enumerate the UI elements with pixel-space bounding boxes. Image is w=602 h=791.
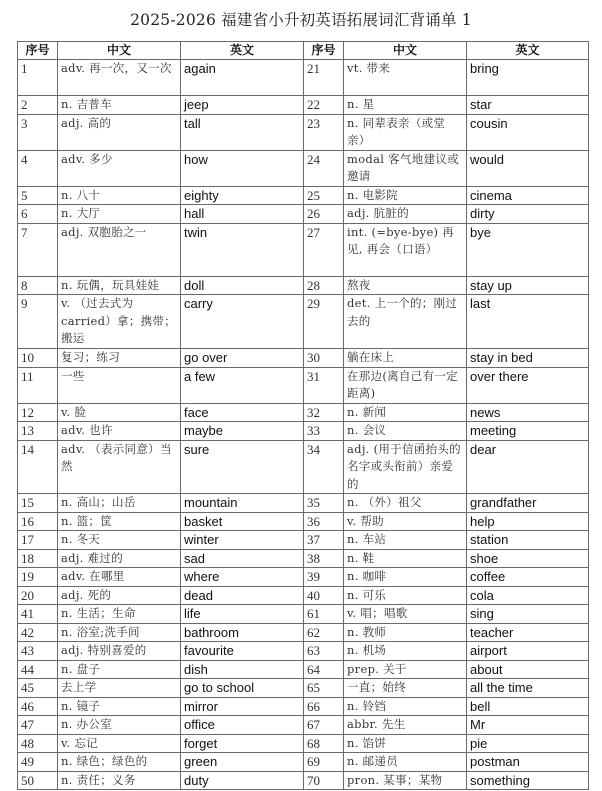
chinese-meaning-cell: n. 办公室 [58,716,181,735]
english-word-cell: jeep [181,96,304,115]
english-word-cell: sing [467,605,589,624]
word-index-cell: 21 [304,60,344,96]
table-row [18,150,589,186]
english-word-cell: green [181,753,304,772]
word-index-cell: 65 [304,679,344,698]
chinese-meaning-cell: 躺在床上 [344,349,467,368]
english-word-cell: carry [181,295,304,349]
english-word-cell: doll [181,276,304,295]
table-row [18,295,589,349]
english-word-cell: sad [181,549,304,568]
chinese-meaning-cell: adj. 双胞胎之一 [58,223,181,276]
chinese-meaning-cell: n. 鞋 [344,549,467,568]
english-word-cell: office [181,716,304,735]
word-index-cell: 45 [18,679,58,698]
table-row [18,205,589,224]
english-word-cell: mirror [181,697,304,716]
chinese-meaning-cell: n. 电影院 [344,186,467,205]
chinese-meaning-cell: 在那边(离自己有一定距离) [344,367,467,403]
word-index-cell: 25 [304,186,344,205]
english-word-cell: meeting [467,422,589,441]
word-index-cell: 66 [304,697,344,716]
chinese-meaning-cell: adj. 死的 [58,586,181,605]
word-index-cell: 27 [304,223,344,276]
english-word-cell: grandfather [467,494,589,513]
word-index-cell: 7 [18,223,58,276]
word-index-cell: 17 [18,531,58,550]
chinese-meaning-cell: n. 星 [344,96,467,115]
word-index-cell: 20 [18,586,58,605]
table-body [18,60,589,790]
english-word-cell: postman [467,753,589,772]
english-word-cell: over there [467,367,589,403]
english-word-cell: pie [467,734,589,753]
chinese-meaning-cell: n. 机场 [344,642,467,661]
table-row [18,60,589,96]
chinese-meaning-cell: 一些 [58,367,181,403]
word-index-cell: 12 [18,403,58,422]
word-index-cell: 43 [18,642,58,661]
table-row [18,753,589,772]
table-row [18,642,589,661]
english-word-cell: bring [467,60,589,96]
word-index-cell: 44 [18,660,58,679]
chinese-meaning-cell: n. 教师 [344,623,467,642]
word-index-cell: 4 [18,150,58,186]
chinese-meaning-cell: abbr. 先生 [344,716,467,735]
word-index-cell: 31 [304,367,344,403]
word-index-cell: 40 [304,586,344,605]
chinese-meaning-cell: n. 高山；山岳 [58,494,181,513]
table-row [18,512,589,531]
word-index-cell: 15 [18,494,58,513]
english-word-cell: how [181,150,304,186]
english-word-cell: basket [181,512,304,531]
chinese-meaning-cell: n. 吉普车 [58,96,181,115]
chinese-meaning-cell: n. 咖啡 [344,568,467,587]
chinese-meaning-cell: pron. 某事；某物 [344,771,467,790]
word-index-cell: 1 [18,60,58,96]
table-row [18,403,589,422]
table-row [18,367,589,403]
english-word-cell: airport [467,642,589,661]
chinese-meaning-cell: det. 上一个的；刚过去的 [344,295,467,349]
word-index-cell: 23 [304,114,344,150]
chinese-meaning-cell: adv. 多少 [58,150,181,186]
document-title: 2025-2026 福建省小升初英语拓展词汇背诵单 1 [130,11,472,29]
table-row [18,734,589,753]
word-index-cell: 67 [304,716,344,735]
chinese-meaning-cell: n. 邮递员 [344,753,467,772]
word-index-cell: 39 [304,568,344,587]
table-row [18,440,589,494]
english-word-cell: teacher [467,623,589,642]
table-row [18,422,589,441]
english-word-cell: go over [181,349,304,368]
word-index-cell: 62 [304,623,344,642]
header-index-left: 序号 [18,42,58,60]
table-row [18,771,589,790]
word-index-cell: 13 [18,422,58,441]
english-word-cell: dish [181,660,304,679]
table-row [18,605,589,624]
chinese-meaning-cell: 去上学 [58,679,181,698]
table-row [18,276,589,295]
table-row [18,586,589,605]
english-word-cell: winter [181,531,304,550]
chinese-meaning-cell: adj. 难过的 [58,549,181,568]
table-row [18,697,589,716]
english-word-cell: eighty [181,186,304,205]
word-index-cell: 42 [18,623,58,642]
chinese-meaning-cell: n. 玩偶，玩具娃娃 [58,276,181,295]
english-word-cell: duty [181,771,304,790]
header-english-left: 英文 [181,42,304,60]
english-word-cell: station [467,531,589,550]
chinese-meaning-cell: n. 会议 [344,422,467,441]
chinese-meaning-cell: v. 脸 [58,403,181,422]
word-index-cell: 69 [304,753,344,772]
table-row [18,349,589,368]
word-index-cell: 3 [18,114,58,150]
word-index-cell: 22 [304,96,344,115]
header-chinese-left: 中文 [58,42,181,60]
table-row [18,549,589,568]
chinese-meaning-cell: n. 绿色；绿色的 [58,753,181,772]
chinese-meaning-cell: n. 篮；筐 [58,512,181,531]
english-word-cell: last [467,295,589,349]
header-english-right: 英文 [467,42,589,60]
vocabulary-table [17,41,589,790]
chinese-meaning-cell: n. 责任；义务 [58,771,181,790]
table-header-row [18,42,589,60]
word-index-cell: 68 [304,734,344,753]
word-index-cell: 30 [304,349,344,368]
chinese-meaning-cell: v. 帮助 [344,512,467,531]
word-index-cell: 48 [18,734,58,753]
english-word-cell: news [467,403,589,422]
english-word-cell: favourite [181,642,304,661]
english-word-cell: where [181,568,304,587]
word-index-cell: 9 [18,295,58,349]
table-row [18,186,589,205]
english-word-cell: Mr [467,716,589,735]
english-word-cell: coffee [467,568,589,587]
word-index-cell: 36 [304,512,344,531]
english-word-cell: cinema [467,186,589,205]
word-index-cell: 24 [304,150,344,186]
chinese-meaning-cell: 复习；练习 [58,349,181,368]
table-row [18,531,589,550]
english-word-cell: mountain [181,494,304,513]
chinese-meaning-cell: adv. 再一次，又一次 [58,60,181,96]
english-word-cell: go to school [181,679,304,698]
english-word-cell: sure [181,440,304,494]
word-index-cell: 49 [18,753,58,772]
chinese-meaning-cell: n. 可乐 [344,586,467,605]
english-word-cell: again [181,60,304,96]
chinese-meaning-cell: adj. 特别喜爱的 [58,642,181,661]
chinese-meaning-cell: n. 大厅 [58,205,181,224]
chinese-meaning-cell: n. 同辈表亲（或堂亲） [344,114,467,150]
chinese-meaning-cell: n. 馅饼 [344,734,467,753]
word-index-cell: 5 [18,186,58,205]
chinese-meaning-cell: vt. 带来 [344,60,467,96]
word-index-cell: 34 [304,440,344,494]
chinese-meaning-cell: adv. （表示同意）当然 [58,440,181,494]
english-word-cell: face [181,403,304,422]
english-word-cell: twin [181,223,304,276]
english-word-cell: a few [181,367,304,403]
english-word-cell: hall [181,205,304,224]
table-row [18,223,589,276]
chinese-meaning-cell: n. （外）祖父 [344,494,467,513]
english-word-cell: something [467,771,589,790]
chinese-meaning-cell: prep. 关于 [344,660,467,679]
english-word-cell: bye [467,223,589,276]
word-index-cell: 38 [304,549,344,568]
chinese-meaning-cell: int. (=bye-bye) 再见, 再会（口语） [344,223,467,276]
word-index-cell: 32 [304,403,344,422]
word-index-cell: 8 [18,276,58,295]
word-index-cell: 18 [18,549,58,568]
chinese-meaning-cell: modal 客气地建议或邀请 [344,150,467,186]
chinese-meaning-cell: 熬夜 [344,276,467,295]
chinese-meaning-cell: n. 八十 [58,186,181,205]
english-word-cell: dead [181,586,304,605]
word-index-cell: 11 [18,367,58,403]
chinese-meaning-cell: n. 盘子 [58,660,181,679]
english-word-cell: cola [467,586,589,605]
english-word-cell: bathroom [181,623,304,642]
table-row [18,660,589,679]
english-word-cell: forget [181,734,304,753]
english-word-cell: about [467,660,589,679]
english-word-cell: bell [467,697,589,716]
word-index-cell: 19 [18,568,58,587]
chinese-meaning-cell: 一直；始终 [344,679,467,698]
chinese-meaning-cell: n. 冬天 [58,531,181,550]
chinese-meaning-cell: adv. 也许 [58,422,181,441]
word-index-cell: 28 [304,276,344,295]
word-index-cell: 6 [18,205,58,224]
chinese-meaning-cell: adj. 肮脏的 [344,205,467,224]
word-index-cell: 16 [18,512,58,531]
table-row [18,96,589,115]
word-index-cell: 61 [304,605,344,624]
chinese-meaning-cell: v. （过去式为 carried）拿；携带；搬运 [58,295,181,349]
word-index-cell: 14 [18,440,58,494]
table-row [18,114,589,150]
english-word-cell: dear [467,440,589,494]
word-index-cell: 26 [304,205,344,224]
word-index-cell: 29 [304,295,344,349]
english-word-cell: shoe [467,549,589,568]
chinese-meaning-cell: n. 生活；生命 [58,605,181,624]
word-index-cell: 47 [18,716,58,735]
word-index-cell: 35 [304,494,344,513]
word-index-cell: 10 [18,349,58,368]
table-row [18,494,589,513]
chinese-meaning-cell: adj. 高的 [58,114,181,150]
word-index-cell: 50 [18,771,58,790]
chinese-meaning-cell: n. 铃铛 [344,697,467,716]
english-word-cell: cousin [467,114,589,150]
table-row [18,679,589,698]
english-word-cell: would [467,150,589,186]
english-word-cell: life [181,605,304,624]
word-index-cell: 46 [18,697,58,716]
english-word-cell: help [467,512,589,531]
table-row [18,716,589,735]
word-index-cell: 64 [304,660,344,679]
english-word-cell: maybe [181,422,304,441]
chinese-meaning-cell: v. 唱；唱歌 [344,605,467,624]
english-word-cell: stay up [467,276,589,295]
header-index-right: 序号 [304,42,344,60]
header-chinese-right: 中文 [344,42,467,60]
chinese-meaning-cell: adv. 在哪里 [58,568,181,587]
table-row [18,623,589,642]
word-index-cell: 33 [304,422,344,441]
word-index-cell: 2 [18,96,58,115]
chinese-meaning-cell: n. 新闻 [344,403,467,422]
table-row [18,568,589,587]
english-word-cell: dirty [467,205,589,224]
chinese-meaning-cell: n. 浴室;洗手间 [58,623,181,642]
english-word-cell: stay in bed [467,349,589,368]
word-index-cell: 37 [304,531,344,550]
chinese-meaning-cell: n. 车站 [344,531,467,550]
word-index-cell: 63 [304,642,344,661]
english-word-cell: star [467,96,589,115]
chinese-meaning-cell: v. 忘记 [58,734,181,753]
chinese-meaning-cell: adj. (用于信函抬头的名字或头衔前）亲爱的 [344,440,467,494]
word-index-cell: 70 [304,771,344,790]
english-word-cell: all the time [467,679,589,698]
chinese-meaning-cell: n. 镜子 [58,697,181,716]
word-index-cell: 41 [18,605,58,624]
english-word-cell: tall [181,114,304,150]
